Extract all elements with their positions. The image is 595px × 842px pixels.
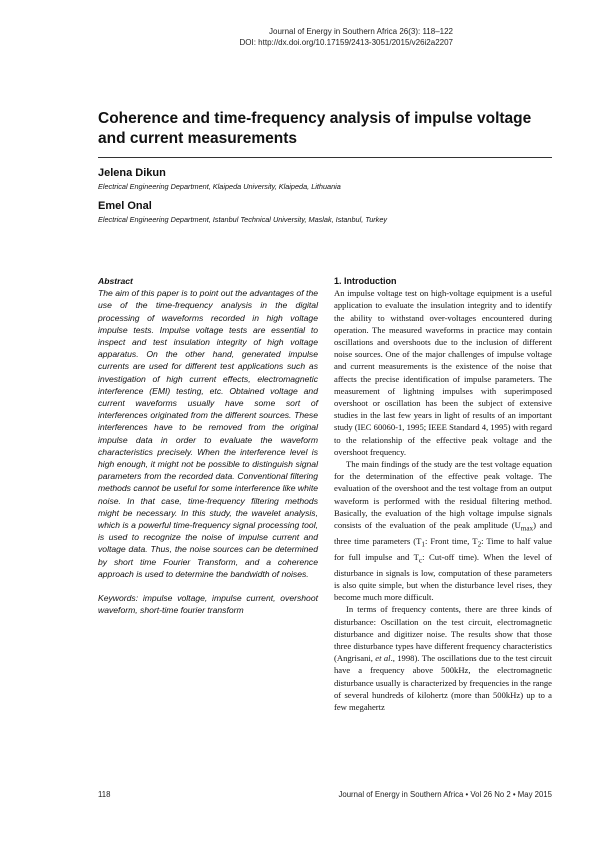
text-run: In terms of frequency contents, there are three kinds of disturbance: Oscillation on the test circuit, electromagnetic disturbance and digitizer noise. The results show that those three disturbance types have different frequency characteristics (Angrisani, (334, 604, 552, 664)
abstract-column (98, 275, 318, 616)
paragraph: An impulse voltage test on high-voltage equipment is a useful application to evaluate the insulation integrity and to identify the ability to withstand over-voltages encountered during operation. The measured waveforms in practice may contain oscillations and overshoots due to the inclusion of different noise sources. One of the major challenges of impulse voltage and current measurements is the existence of the noise that affects the precise identification of impulse parameters. The measurement of lightning impulses with superimposed overshoot or oscillation has been the subject of extensive studies in the last few years in light of results of an important study (IEC 60060-1, 1995; IEEE Standard 4, 1995) with regard to the relationship of the effective peak voltage and the overshoot frequency. (334, 288, 552, 457)
text-run: The main findings of the study are the test voltage equation for the determination of the effective peak voltage. The evaluation of the overshoot and the test voltage from an output waveform is performed with the residual filtering method. Basically, the evaluation of the high voltage impulse signals consists of the evaluation of the peak amplitude (U (334, 459, 552, 531)
abstract-heading: Abstract (98, 276, 133, 286)
text-run: : Cut-off time). When the level of disturbance in signals is low, computation of these parameters is also quite simple, but when the disturbance level rises, they become much more difficult. (334, 551, 552, 603)
subscript: 2 (477, 540, 482, 549)
text-run: ) and three time parameters (T (334, 520, 552, 546)
italic-text: et al (375, 653, 391, 664)
footer-journal: Journal of Energy in Southern Africa • Vol 26 No 2 • May 2015 (338, 790, 552, 799)
doi-link[interactable]: DOI: http://dx.doi.org/10.17159/2413-3051/2015/v26i2a2207 (239, 38, 453, 47)
text-run: ., 1998). The oscillations due to the test circuit have a frequency above 500kHz, the electromagnetic disturbance usually is characterized by frequencies in the range of several hundreds of kilohertz (more than 500kHz) up to a few megahertz (334, 653, 552, 713)
subscript: c (418, 556, 423, 565)
journal-citation: Journal of Energy in Southern Africa 26(3): 118–122 (269, 27, 453, 36)
paragraph (334, 458, 552, 603)
author-affiliation: Electrical Engineering Department, Istanbul Technical University, Maslak, Istanbul, Turkey (98, 215, 388, 224)
text-run: : Time to half value for full impulse and T (334, 535, 552, 562)
subscript: max (520, 524, 534, 533)
page-number: 118 (98, 790, 111, 799)
title-divider (98, 157, 552, 158)
introduction-column (334, 275, 552, 713)
subscript: 1 (421, 540, 425, 549)
author-affiliation: Electrical Engineering Department, Klaipeda University, Klaipeda, Lithuania (98, 182, 341, 191)
paragraph (334, 603, 552, 713)
paper-title: Coherence and time-frequency analysis of impulse voltage and current measurements (98, 110, 532, 147)
section-heading: 1. Introduction (334, 276, 397, 286)
author-name: Jelena Dikun (98, 167, 166, 179)
keywords: Keywords: impulse voltage, impulse current, overshoot waveform, short-time fourier transform (98, 593, 318, 616)
text-run: : Front time, T (424, 535, 478, 546)
abstract-text: The aim of this paper is to point out the advantages of the use of the time-frequency analysis in the digital processing of waveforms recorded in high voltage impulse tests. Impulse voltage tests are essential to inspect and test insulation integrity of high voltage apparatus. On the other hand, generated impulse currents are used for different test applications such as investigation of high current effects, electromagnetic interference (EMI) testing, etc. Obtained voltage and current waveforms usually have some sort of interferences originated from the different sources. These interferences have to be removed from the original impulse data in order to evaluate the waveform characteristics precisely. When the interference level is high enough, it might not be possible to distinguish signal parameters from the recorded data. Conventional filtering methods cannot be useful for some interference like white noise. In that case, time-frequency filtering methods might be necessary. In this study, the wavelet analysis, which is a powerful time-frequency signal processing tool, is used to recognize the noise of impulse current and voltage data. Thus, the noise sources can be determined by short time Fourier Transform, and a coherence approach is used to determine the bandwidth of noises. (98, 288, 318, 579)
author-name: Emel Onal (98, 200, 152, 212)
